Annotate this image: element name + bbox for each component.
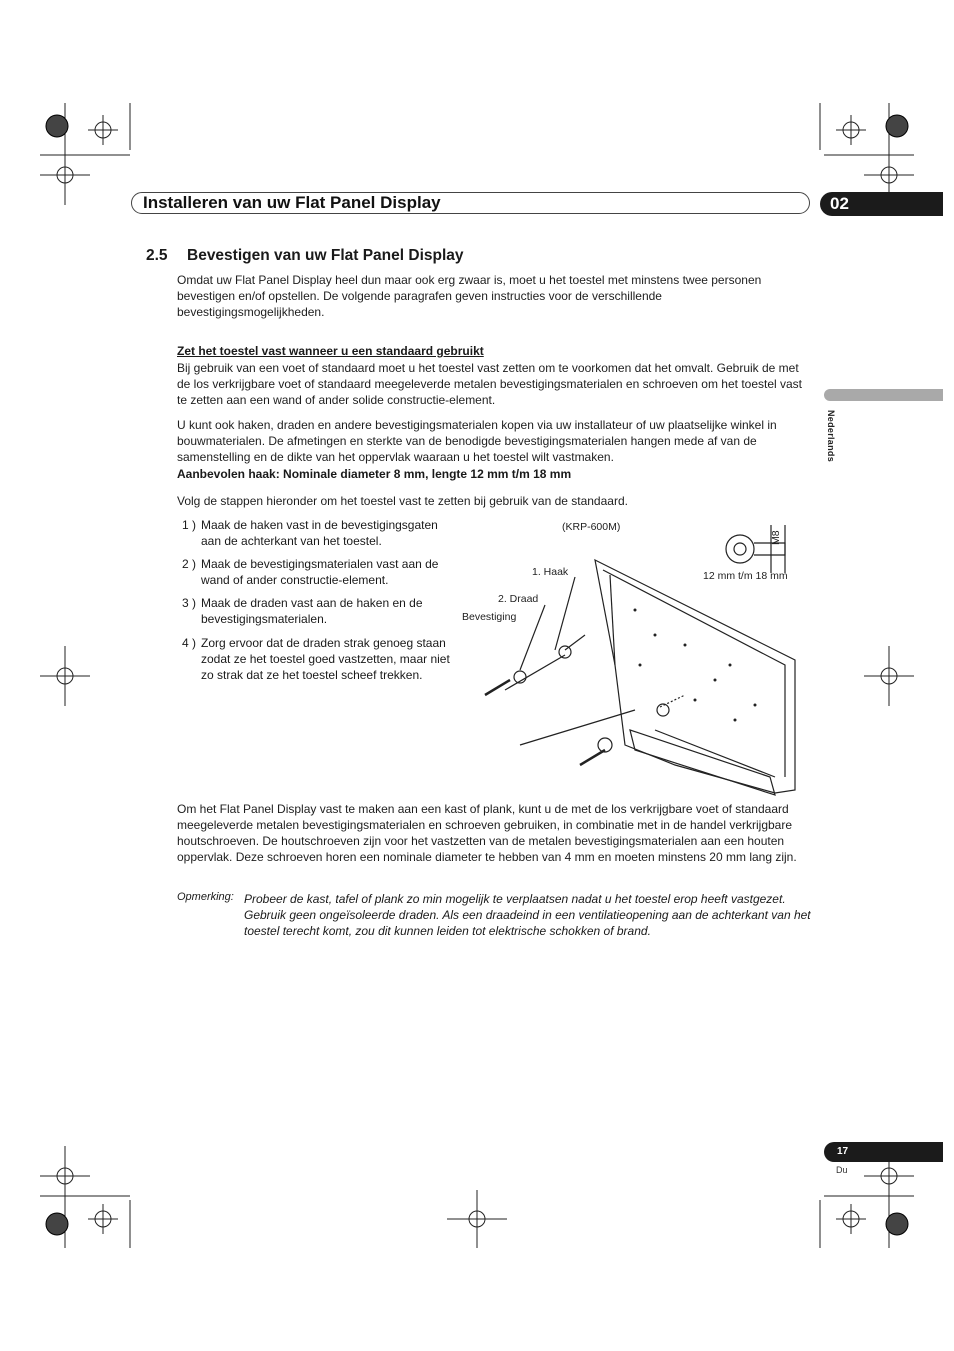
page-language-code: Du <box>836 1165 848 1175</box>
header-title: Installeren van uw Flat Panel Display <box>143 193 441 212</box>
steps-intro: Volg de stappen hieronder om het toestel vast te zetten bij gebruik van de standaard. <box>177 494 628 508</box>
page-number: 17 <box>824 1142 943 1162</box>
section-title: Bevestigen van uw Flat Panel Display <box>187 247 464 264</box>
diagram-fixing-label: Bevestiging <box>462 611 517 623</box>
diagram-model-label: (KRP-600M) <box>562 521 621 533</box>
diagram-wire-label: 2. Draad <box>498 593 539 605</box>
step-number: 1 ) <box>182 518 197 532</box>
section-number: 2.5 <box>146 247 168 264</box>
step-number: 2 ) <box>182 557 197 571</box>
paragraph-2: U kunt ook haken, draden en andere bevestigingsmaterialen kopen via uw installateur of uw plaatselijke winkel in bouwmaterialen. De afmetingen en sterkte van de benodigde bevestigingsmaterialen hangen mede af van de samenstelling en de dikte van het oppervlak waaraan u het toestel wilt vastmaken. <box>177 418 777 464</box>
step-text: Maak de bevestigingsmaterialen vast aan de wand of ander constructie-element. <box>201 557 439 587</box>
diagram-bolt-size: M8 <box>770 530 782 545</box>
paragraph-1: Bij gebruik van een voet of standaard moet u het toestel vast zetten om te voorkomen dat het omvalt. Gebruik de met de los verkrijgbare voet of standaard meegeleverde metalen bevestigingsmaterialen en schroeven om het toestel vast te zetten aan een wand of ander solide constructie-element. <box>177 361 803 407</box>
language-label: Nederlands <box>826 410 836 463</box>
chapter-number: 02 <box>820 192 943 216</box>
note-text: Probeer de kast, tafel of plank zo min mogelijk te verplaatsen nadat u het toestel erop heeft vastgezet. Gebruik geen ongeïsoleerde draden. Als een draadeind in een ventilatieopening aan de achterkant van het toestel terecht komt, zou dit kunnen leiden tot elektrische schokken of brand. <box>244 892 811 938</box>
step-number: 4 ) <box>182 636 197 650</box>
diagram-hook-label: 1. Haak <box>532 566 569 578</box>
step-text: Zorg ervoor dat de draden strak genoeg staan zodat ze het toestel goed vastzetten, maar niet zo strak dat ze het toestel scheef trekken. <box>201 636 450 682</box>
diagram-length-label: 12 mm t/m 18 mm <box>703 570 788 582</box>
step-text: Maak de draden vast aan de haken en de bevestigingsmaterialen. <box>201 596 423 626</box>
step-text: Maak de haken vast in de bevestigingsgaten aan de achterkant van het toestel. <box>201 518 438 548</box>
paragraph-3: Om het Flat Panel Display vast te maken aan een kast of plank, kunt u de met de los verkrijgbare voet of standaard meegeleverde metalen bevestigingsmaterialen en schroeven gebruiken, in combinatie met in de handel verkrijgbare houtschroeven. De houtschroeven zijn voor het vastzetten van de metalen bevestigingsmaterialen aan een houten oppervlak. Deze schroeven horen een nominale diameter te hebben van 4 mm en moeten minstens 20 mm lang zijn. <box>177 802 797 864</box>
recommended-hook: Aanbevolen haak: Nominale diameter 8 mm, lengte 12 mm t/m 18 mm <box>177 467 572 481</box>
language-tab <box>824 389 943 401</box>
step-number: 3 ) <box>182 596 197 610</box>
intro-paragraph: Omdat uw Flat Panel Display heel dun maar ook erg zwaar is, moet u het toestel met minstens twee personen bevestigen en/of opstellen. De volgende paragrafen geven instructies voor de verschillende bevestigingsmogelijkheden. <box>177 273 762 319</box>
note-label: Opmerking: <box>177 891 234 903</box>
subheading: Zet het toestel vast wanneer u een standaard gebruikt <box>177 344 484 358</box>
mounting-diagram <box>455 515 815 805</box>
